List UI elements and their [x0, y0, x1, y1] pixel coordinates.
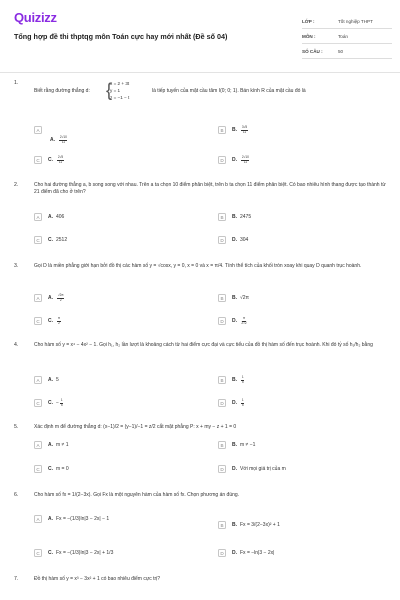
system-line: x = 2 + 3t	[110, 81, 130, 86]
numerator: 2√10	[59, 134, 67, 139]
fraction	[241, 399, 244, 407]
option-a[interactable]	[34, 293, 64, 303]
question-number: 1.	[14, 80, 19, 86]
option-letter: B	[218, 521, 226, 529]
option-value: 406	[56, 214, 65, 220]
option-b[interactable]	[218, 125, 248, 135]
numerator: 1	[241, 374, 244, 379]
option-letter: C	[34, 317, 42, 325]
option-label: B.	[232, 214, 237, 220]
option-letter: B	[218, 376, 226, 384]
option-label: D.	[232, 550, 237, 556]
denominator: 2	[59, 297, 62, 302]
question-number: 4.	[14, 342, 19, 348]
option-label: C.	[48, 237, 53, 243]
option-letter: C	[34, 549, 42, 557]
option-label: C.	[48, 400, 53, 407]
option-label: A.	[48, 442, 53, 448]
option-value: m ≠ −1	[240, 442, 256, 448]
option-d[interactable]	[218, 398, 244, 408]
option-b[interactable]	[218, 212, 251, 222]
question-text: Đồ thị hàm số y = x³ − 3x² + 1 có bao nhiêu điểm cực trị?	[34, 576, 161, 582]
fraction	[241, 376, 244, 384]
question-text: Cho hai đường thẳng a, b song song với nhau. Trên a ta chọn 10 điểm phân biệt, trên b ta chọn 11 điểm phân biệt. Có bao nhiêu hình thang được tạo thành từ 21 điểm đã cho ở trên?	[34, 182, 386, 195]
option-letter: C	[34, 236, 42, 244]
option-label: B.	[232, 377, 237, 384]
document-title: Tổng hợp đề thi thptqg môn Toán cực hay mới nhất (Đề số 04)	[14, 32, 228, 41]
option-letter: A	[34, 441, 42, 449]
question-1	[14, 80, 392, 170]
option-d[interactable]	[218, 464, 286, 474]
meta-key: SỐ CÂU :	[302, 48, 323, 54]
question-text: Biết rằng đường thẳng d:	[34, 88, 90, 94]
option-value: 304	[240, 237, 249, 243]
option-label: D.	[232, 157, 237, 164]
numerator: π	[242, 315, 246, 320]
option-a[interactable]	[34, 212, 64, 222]
option-label: D.	[232, 318, 237, 325]
numerator: 1	[60, 397, 63, 402]
denominator: 11	[61, 139, 66, 144]
option-letter: D	[218, 236, 226, 244]
option-letter: C	[34, 156, 42, 164]
system-line: z = −1 − t	[110, 95, 130, 100]
option-a[interactable]	[34, 375, 59, 385]
fraction	[59, 136, 67, 144]
fraction	[60, 399, 63, 407]
option-value: √2π	[240, 295, 249, 301]
brace-icon: {	[106, 80, 113, 100]
option-d[interactable]	[218, 155, 249, 165]
fraction	[241, 126, 247, 134]
option-c[interactable]	[34, 464, 69, 474]
numerator: 2√5	[57, 154, 64, 159]
option-c[interactable]	[34, 235, 67, 245]
option-letter: A	[34, 294, 42, 302]
meta-value: Tốt nghiệp THPT	[338, 18, 373, 24]
question-number: 5.	[14, 424, 19, 430]
option-value: Với mọi giá trị của m	[240, 466, 286, 472]
question-7	[14, 576, 392, 592]
option-label: B.	[232, 442, 237, 448]
question-number: 3.	[14, 263, 19, 269]
option-d[interactable]	[218, 235, 248, 245]
option-letter: B	[218, 213, 226, 221]
option-label: A.	[48, 295, 53, 302]
option-d[interactable]	[218, 548, 274, 558]
option-c[interactable]	[34, 155, 64, 165]
option-letter: D	[218, 399, 226, 407]
option-value: m = 0	[56, 466, 69, 472]
option-label: C.	[48, 318, 53, 325]
meta-row-count	[302, 44, 392, 59]
option-value: m ≠ 1	[56, 442, 69, 448]
option-letter: D	[218, 465, 226, 473]
denominator: 11	[242, 129, 247, 134]
option-a[interactable]	[34, 514, 109, 524]
meta-box	[302, 14, 392, 59]
question-text: Cho hàm số y = x⁴ − 4x² − 1. Gọi h₁, h₂ lần lượt là khoảng cách từ hai điểm cực đại và cực tiểu của đồ thị hàm số đến trục hoành. Khi đó tỷ số h₁/h₂ bằng	[34, 342, 373, 348]
meta-key: LỚP :	[302, 18, 315, 24]
option-value: Fx = 3/(2−3x)² + 1	[240, 522, 280, 528]
denominator: 2	[58, 320, 60, 325]
option-letter: B	[218, 441, 226, 449]
denominator: 5	[60, 402, 63, 407]
option-value: 5	[56, 377, 59, 383]
option-a[interactable]	[34, 440, 68, 450]
equation-system	[106, 80, 130, 101]
option-value: Fx = −(1/3)ln|3 − 2x| − 1	[56, 516, 110, 522]
question-text: Cho hàm số fx = 1/(2−3x). Gọi Fx là một nguyên hàm của hàm số fx. Chọn phương án đúng.	[34, 492, 240, 498]
sign: −	[56, 400, 59, 407]
option-label: B.	[232, 522, 237, 528]
denominator: 11	[58, 159, 63, 164]
denominator: 11	[243, 159, 248, 164]
denominator: 5	[241, 402, 244, 407]
question-4	[14, 342, 392, 414]
option-letter: C	[34, 465, 42, 473]
fraction	[241, 156, 249, 164]
numerator: √2π	[57, 292, 64, 297]
option-letter: A	[34, 515, 42, 523]
option-label: C.	[48, 466, 53, 472]
numerator: 2√10	[241, 154, 249, 159]
fraction	[57, 294, 64, 302]
option-letter: B	[218, 294, 226, 302]
option-label: A.	[48, 214, 53, 220]
option-value: Fx = −(1/3)ln|3 − 2x| + 1/3	[56, 550, 114, 556]
numerator: π	[57, 315, 61, 320]
option-b[interactable]	[218, 375, 244, 385]
option-b[interactable]	[218, 520, 280, 530]
quizizz-logo: Quizizz	[14, 10, 57, 25]
question-6	[14, 492, 392, 566]
option-d[interactable]	[218, 316, 247, 326]
question-text: là tiếp tuyến của mặt cầu tâm I(0; 0; 1). Bán kính R của mặt cầu đó là	[152, 88, 306, 94]
option-letter: D	[218, 549, 226, 557]
question-text: Gọi D là miền phẳng giới hạn bởi đồ thị các hàm số y = √cosx, y = 0, x = 0 và x = π/4. Tính thể tích của khối tròn xoay khi quay D quanh trục hoành.	[34, 263, 362, 269]
option-letter: D	[218, 317, 226, 325]
option-b[interactable]	[218, 293, 249, 303]
fraction	[57, 156, 63, 164]
option-a-content[interactable]	[50, 135, 67, 145]
numerator: 3√5	[241, 124, 248, 129]
option-c[interactable]	[34, 398, 63, 408]
option-label: C.	[48, 157, 53, 164]
option-value: 2512	[56, 237, 68, 243]
meta-key: MÔN :	[302, 33, 316, 39]
numerator: 1	[241, 397, 244, 402]
question-number: 6.	[14, 492, 19, 498]
option-value: 2475	[240, 214, 252, 220]
question-5	[14, 424, 392, 484]
fraction	[241, 317, 246, 325]
option-label: D.	[232, 466, 237, 472]
option-label: D.	[232, 400, 237, 407]
option-label: B.	[232, 127, 237, 134]
denominator: 5	[241, 379, 244, 384]
option-letter: C	[34, 399, 42, 407]
system-line: y = 1	[110, 88, 121, 93]
denominator: 2√2	[241, 320, 247, 325]
question-2	[14, 182, 392, 252]
option-c[interactable]	[34, 316, 61, 326]
option-a[interactable]	[34, 125, 48, 135]
meta-value: Toán	[338, 33, 348, 39]
option-b[interactable]	[218, 440, 255, 450]
option-value: Fx = −ln|3 − 2x|	[240, 550, 275, 556]
option-label: A.	[48, 516, 53, 522]
option-letter: A	[34, 126, 42, 134]
option-letter: B	[218, 126, 226, 134]
option-label: A.	[50, 137, 55, 144]
meta-row-subject	[302, 29, 392, 44]
meta-value: 50	[338, 48, 344, 54]
option-label: D.	[232, 237, 237, 243]
question-number: 7.	[14, 576, 19, 582]
meta-row-class	[302, 14, 392, 29]
option-label: C.	[48, 550, 53, 556]
question-3	[14, 263, 392, 335]
option-letter: A	[34, 376, 42, 384]
option-letter: A	[34, 213, 42, 221]
question-number: 2.	[14, 182, 19, 188]
fraction	[57, 317, 60, 325]
option-letter: D	[218, 156, 226, 164]
option-c[interactable]	[34, 548, 113, 558]
header-divider	[0, 72, 400, 73]
option-label: B.	[232, 295, 237, 301]
option-label: A.	[48, 377, 53, 383]
question-text: Xác định m để đường thẳng d: (x−1)/2 = (y−1)/−1 = z/2 cắt mặt phẳng P: x + my − z + 1 = 0	[34, 424, 237, 430]
